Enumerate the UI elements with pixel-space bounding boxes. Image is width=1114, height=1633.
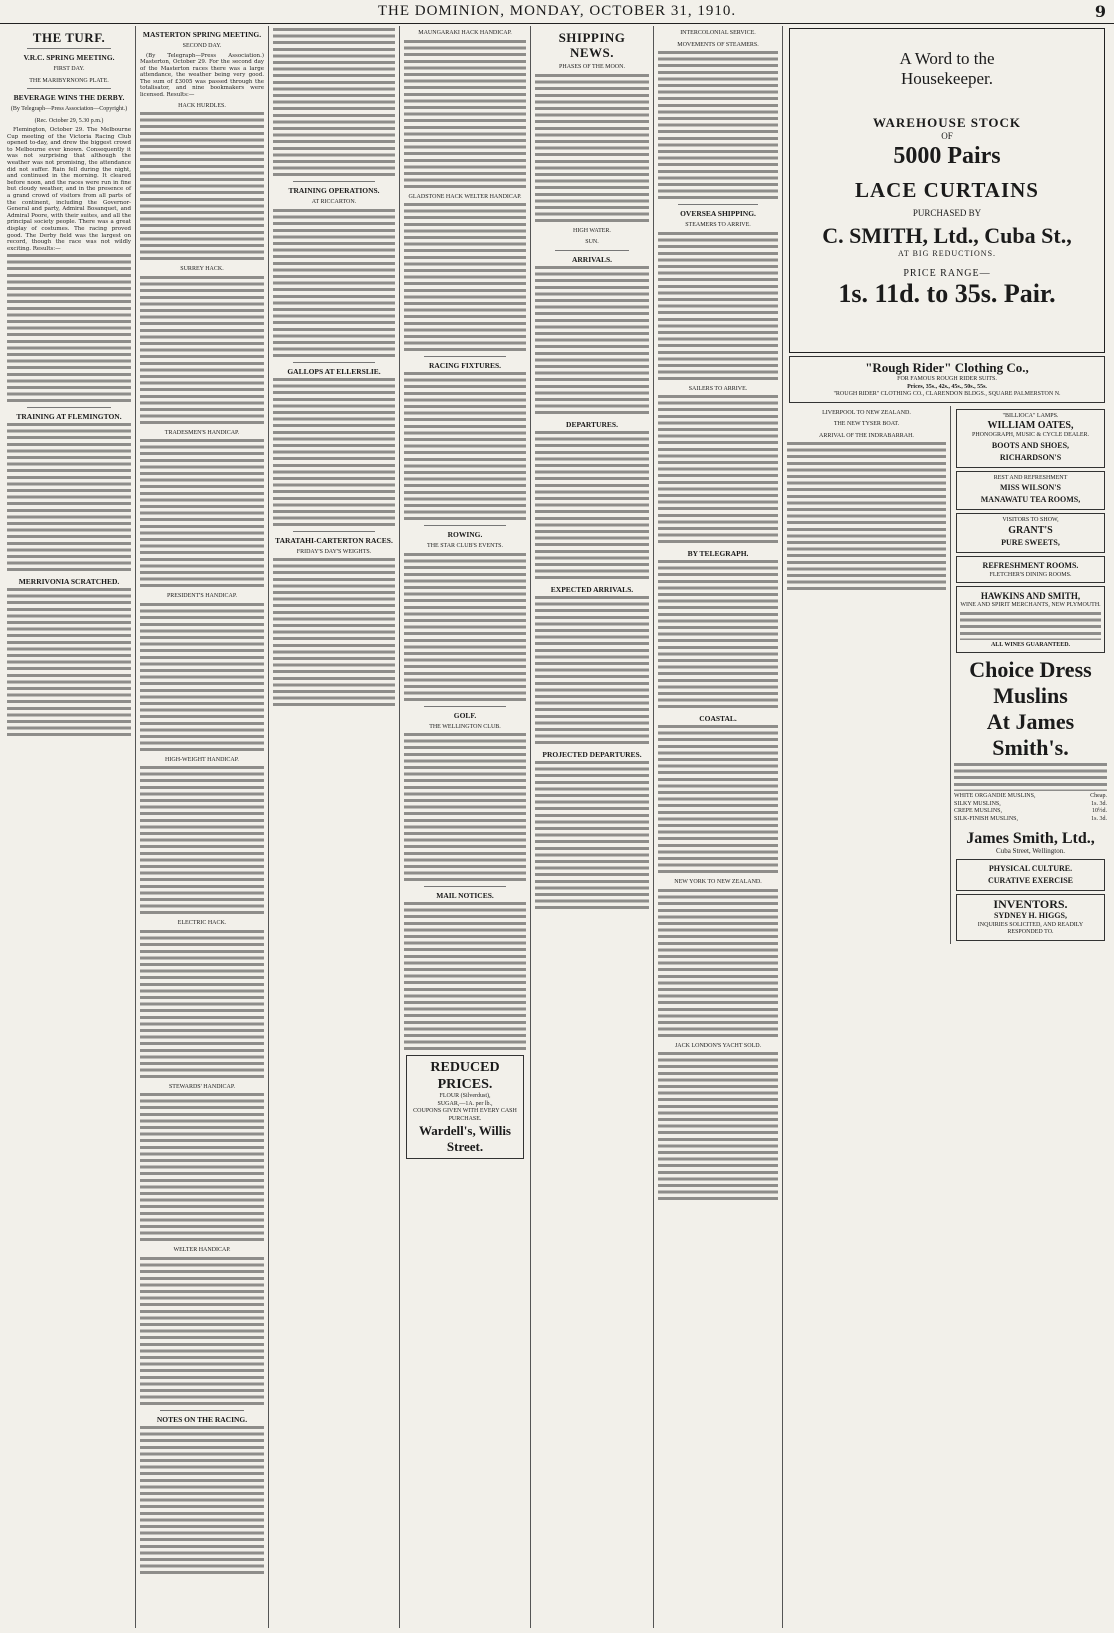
maungaraki-filler bbox=[404, 40, 526, 190]
star-club-heading: THE STAR CLUB'S EVENTS. bbox=[427, 543, 503, 549]
tyser-heading: THE NEW TYSER BOAT. bbox=[833, 421, 900, 427]
masterton-heading: MASTERTON SPRING MEETING. bbox=[142, 30, 262, 39]
merrivonia-heading: MERRIVONIA SCRATCHED. bbox=[18, 577, 120, 587]
column-turf bbox=[4, 26, 134, 1628]
column-shipping bbox=[532, 26, 652, 1628]
riccarton-heading: AT RICCARTON. bbox=[311, 199, 357, 205]
ad-line: WAREHOUSE STOCK bbox=[872, 115, 1022, 130]
race-filler bbox=[140, 1093, 264, 1243]
race-title: THE MARIBYRNONG PLATE. bbox=[29, 77, 109, 84]
column-intercolonial bbox=[655, 26, 781, 1628]
ad-line: "BILLIOCA" LAMPS. bbox=[1002, 412, 1059, 419]
column-advertisements bbox=[784, 26, 1110, 1628]
ad-line: LACE CURTAINS bbox=[855, 178, 1039, 202]
ad-line: CURATIVE EXERCISE bbox=[988, 875, 1073, 885]
race-welter: WELTER HANDICAP. bbox=[173, 1247, 231, 1254]
race-filler bbox=[140, 1257, 264, 1407]
muslin-item-price: 1s. 3d. bbox=[1091, 815, 1107, 822]
race-electric-hack: ELECTRIC HACK. bbox=[177, 920, 227, 927]
expected-arrivals-heading: EXPECTED ARRIVALS. bbox=[550, 584, 634, 594]
vrc-heading: V.R.C. SPRING MEETING. bbox=[23, 53, 115, 62]
movements-heading: MOVEMENTS OF STEAMERS. bbox=[677, 41, 759, 48]
ad-line: James Smith, Ltd., bbox=[966, 830, 1095, 847]
muslin-item-name: SILK-FINISH MUSLINS, bbox=[953, 815, 1018, 822]
steamers-arrive-heading: STEAMERS TO ARRIVE. bbox=[685, 222, 751, 228]
refreshment-ad bbox=[956, 471, 1105, 511]
small-ads-subcolumn bbox=[950, 406, 1107, 944]
departures-filler bbox=[535, 431, 649, 581]
muslin-filler bbox=[954, 763, 1107, 791]
muslin-item-name: CREPE MUSLINS, bbox=[953, 808, 1002, 814]
rowing-filler bbox=[404, 553, 526, 703]
ad-line: MANAWATU TEA ROOMS, bbox=[980, 495, 1081, 504]
page-columns bbox=[4, 26, 1110, 1628]
hawkins-filler bbox=[960, 612, 1101, 640]
wardells-footer: Wardell's, Willis Street. bbox=[419, 1123, 511, 1154]
projected-departures-heading: PROJECTED DEPARTURES. bbox=[542, 749, 642, 759]
newyork-filler bbox=[658, 889, 778, 1039]
turf-filler bbox=[7, 254, 131, 404]
race-filler bbox=[140, 276, 264, 426]
ad-line: At James Smith's. bbox=[986, 709, 1075, 760]
grants-ad bbox=[956, 513, 1105, 553]
lace-curtains-ad bbox=[789, 28, 1105, 353]
turf-body: Flemington, October 29. The Melbourne Cup meeting of the Victoria Racing Club opened to-day, and drew the biggest crowd to Melbourne ever known. Consequently it was not surprising that although the weather was not promising, the attendance did not suffer. Rain fell during the night, and continued in the morning. It cleared before noon, and the races were run in fine but cloudy weather, and in the presence of a grand crowd of visitors from all parts of the continent, including the Governor-General and party, Admiral Bosanquet, and Admiral Poore, with their suites, and all the principal society people. There was a great display of costumes. The racing proved good. The Derby field was the largest on record, though the race was not wildly exciting. Results:— bbox=[7, 127, 131, 252]
race-surrey-hack: SURREY HACK. bbox=[180, 266, 224, 273]
page-number: 9 bbox=[1094, 2, 1106, 21]
race-filler bbox=[140, 603, 264, 753]
new-york-heading: NEW YORK TO NEW ZEALAND. bbox=[674, 879, 762, 885]
arrivals-filler bbox=[535, 266, 649, 416]
intercolonial-heading: INTERCOLONIAL SERVICE. bbox=[680, 30, 756, 36]
billioca-ad bbox=[956, 409, 1105, 468]
ad-line: PURE SWEETS, bbox=[1001, 537, 1060, 547]
masthead bbox=[0, 0, 1114, 24]
muslin-item bbox=[954, 801, 1107, 809]
race-filler bbox=[140, 930, 264, 1080]
race-presidents: PRESIDENT'S HANDICAP. bbox=[166, 593, 238, 600]
liverpool-heading: LIVERPOOL TO NEW ZEALAND. bbox=[822, 409, 911, 416]
sun-heading: SUN. bbox=[585, 239, 599, 245]
ad-line: PURCHASED BY bbox=[912, 208, 982, 218]
ads-lower-area bbox=[787, 406, 1107, 944]
ad-line: VISITORS TO SHOW, bbox=[1002, 517, 1059, 523]
weights-heading: FRIDAY'S DAY'S WEIGHTS. bbox=[296, 548, 372, 555]
hawkins-smith-ad bbox=[956, 586, 1105, 653]
flemington-training-heading: TRAINING AT FLEMINGTON. bbox=[16, 412, 122, 422]
muslin-item bbox=[954, 793, 1107, 801]
gladstone-heading: GLADSTONE HACK WELTER HANDICAP. bbox=[408, 193, 522, 200]
ad-line: C. SMITH, Ltd., Cuba St., bbox=[822, 223, 1072, 248]
first-day-label: FIRST DAY. bbox=[53, 66, 85, 72]
race-tradesmens: TRADESMEN'S HANDICAP. bbox=[164, 429, 240, 436]
ad-line: Prices, 35s., 42s., 45s., 50s., 55s. bbox=[907, 383, 987, 390]
ad-line: PRICE RANGE— bbox=[903, 268, 991, 279]
ad-line: Choice Dress Muslins bbox=[969, 657, 1092, 708]
second-day-label: SECOND DAY. bbox=[182, 43, 222, 49]
ad-line: COUPONS GIVEN WITH EVERY CASH PURCHASE. bbox=[413, 1108, 517, 1122]
oversea-heading: OVERSEA SHIPPING. bbox=[680, 209, 756, 218]
taratahi-heading: TARATAHI-CARTERTON RACES. bbox=[275, 535, 393, 545]
ad-line: PHONOGRAPH, MUSIC & CYCLE DEALER. bbox=[971, 432, 1089, 438]
arrivals-heading: ARRIVALS. bbox=[571, 254, 613, 264]
sailers-arrive-heading: SAILERS TO ARRIVE. bbox=[688, 385, 748, 392]
masterton-body: (By Telegraph—Press Association.) Masterton, October 29. For the second day of the Masterton races there was a large attendance, the weather being very good. The sum of £3005 was passed through the totalisator, and nine bookmakers were licensed. Results:— bbox=[140, 52, 264, 99]
merrivonia-filler bbox=[7, 588, 131, 738]
ad-line: "ROUGH RIDER" CLOTHING CO., CLARENDON BLDGS., SQUARE PALMERSTON N. bbox=[833, 391, 1061, 397]
ad-line: 1s. 11d. to 35s. Pair. bbox=[838, 279, 1056, 308]
maungaraki-heading: MAUNGARAKI HACK HANDICAP. bbox=[418, 30, 512, 36]
rough-rider-ad bbox=[789, 356, 1105, 403]
ad-line: PHYSICAL CULTURE. bbox=[988, 863, 1073, 873]
ad-line: ALL WINES GUARANTEED. bbox=[990, 641, 1071, 648]
golf-filler bbox=[404, 733, 526, 883]
ad-line: MISS WILSON'S bbox=[999, 483, 1061, 492]
coastal-filler bbox=[658, 725, 778, 875]
news-filler bbox=[787, 442, 946, 592]
inventors-ad bbox=[956, 894, 1105, 941]
ellerslie-filler bbox=[273, 378, 395, 528]
flemington-filler bbox=[7, 423, 131, 573]
race-filler bbox=[140, 766, 264, 916]
ad-line: REFRESHMENT ROOMS. bbox=[982, 560, 1079, 570]
coastal-heading: COASTAL. bbox=[699, 714, 737, 723]
wardells-ad bbox=[406, 1055, 524, 1159]
weights-filler bbox=[273, 558, 395, 708]
steamers-filler bbox=[658, 232, 778, 382]
muslin-item-name: WHITE ORGANDIE MUSLINS, bbox=[953, 793, 1036, 799]
ad-line: 5000 Pairs bbox=[893, 143, 1001, 169]
notes-racing-heading: NOTES ON THE RACING. bbox=[156, 1414, 248, 1424]
muslin-item-price: 10½d. bbox=[1092, 808, 1107, 814]
ad-line: RICHARDSON'S bbox=[999, 452, 1062, 462]
ad-line: SUGAR,—1A. per lb., bbox=[437, 1100, 493, 1107]
ad-line: OF bbox=[941, 131, 953, 141]
news-subcolumn bbox=[787, 406, 946, 944]
ad-line: HAWKINS AND SMITH, bbox=[980, 591, 1081, 601]
moon-filler bbox=[535, 74, 649, 224]
high-water-heading: HIGH WATER. bbox=[573, 227, 611, 234]
shipping-heading: SHIPPING NEWS. bbox=[558, 30, 626, 60]
telegraph-filler bbox=[658, 560, 778, 710]
ad-line: BOOTS AND SHOES, bbox=[991, 440, 1070, 450]
fixtures-heading: RACING FIXTURES. bbox=[428, 361, 502, 370]
column-masterton bbox=[137, 26, 267, 1628]
notes-filler bbox=[140, 1426, 264, 1576]
projected-filler bbox=[535, 761, 649, 911]
muslin-item-price: Cheap. bbox=[1090, 793, 1107, 799]
column-training bbox=[270, 26, 398, 1628]
ad-line: SYDNEY H. HIGGS, bbox=[993, 910, 1068, 920]
ad-line: "Rough Rider" Clothing Co., bbox=[865, 360, 1029, 375]
ad-line: Housekeeper. bbox=[900, 69, 994, 88]
dateline: (Rec. October 29, 5.30 p.m.) bbox=[34, 117, 104, 124]
ad-line: INVENTORS. bbox=[993, 896, 1068, 911]
ad-line: A Word to the bbox=[899, 49, 995, 68]
ad-line: INQUIRIES SOLICITED, AND READILY RESPONDED TO. bbox=[977, 921, 1084, 936]
race-high-weight: HIGH-WEIGHT HANDICAP. bbox=[165, 756, 239, 763]
fletchers-ad bbox=[956, 556, 1105, 584]
ad-line: GRANT'S bbox=[1008, 524, 1053, 536]
ad-line: Cuba Street, Wellington. bbox=[996, 847, 1065, 855]
top-filler bbox=[273, 28, 395, 178]
sailers-filler bbox=[658, 395, 778, 545]
jack-london-heading: JACK LONDON'S YACHT SOLD. bbox=[674, 1042, 762, 1049]
muslin-item-price: 1s. 3d. bbox=[1091, 800, 1107, 807]
reduced-prices-title: REDUCED PRICES. bbox=[430, 1060, 500, 1092]
race-stewards: STEWARDS' HANDICAP. bbox=[168, 1083, 236, 1090]
muslin-item bbox=[954, 808, 1107, 816]
muslin-price-list bbox=[954, 793, 1107, 823]
column-sport bbox=[401, 26, 529, 1628]
indrabarrah-heading: ARRIVAL OF THE INDRABARRAH. bbox=[819, 432, 914, 439]
training-heading: TRAINING OPERATIONS. bbox=[288, 186, 380, 195]
turf-heading: THE TURF. bbox=[32, 30, 106, 45]
muslin-item bbox=[954, 816, 1107, 824]
newspaper-title: THE DOMINION, MONDAY, OCTOBER 31, 1910. bbox=[377, 3, 737, 19]
moon-phases-heading: PHASES OF THE MOON. bbox=[559, 64, 625, 70]
riccarton-filler bbox=[273, 209, 395, 359]
wellington-club-heading: THE WELLINGTON CLUB. bbox=[429, 723, 501, 730]
derby-headline: BEVERAGE WINS THE DERBY. bbox=[13, 93, 125, 102]
rowing-heading: ROWING. bbox=[447, 530, 483, 539]
by-telegraph-heading: BY TELEGRAPH. bbox=[687, 549, 749, 558]
gladstone-filler bbox=[404, 203, 526, 353]
movements-filler bbox=[658, 51, 778, 201]
mail-notices-heading: MAIL NOTICES. bbox=[436, 891, 494, 900]
ad-line: FOR FAMOUS ROUGH RIDER SUITS. bbox=[897, 376, 997, 382]
departures-heading: DEPARTURES. bbox=[566, 419, 618, 429]
physical-culture-ad bbox=[956, 859, 1105, 891]
fixtures-filler bbox=[404, 372, 526, 522]
ad-line: WILLIAM OATES, bbox=[987, 420, 1074, 431]
golf-heading: GOLF. bbox=[453, 710, 477, 720]
race-hack-hurdles: HACK HURDLES. bbox=[178, 102, 226, 109]
credit-line: (By Telegraph—Press Association—Copyright.) bbox=[10, 106, 128, 112]
mail-filler bbox=[404, 902, 526, 1052]
ad-line: AT BIG REDUCTIONS. bbox=[897, 249, 997, 258]
ad-line: WINE AND SPIRIT MERCHANTS, NEW PLYMOUTH. bbox=[960, 602, 1101, 608]
ad-line: FLETCHER'S DINING ROOMS. bbox=[989, 571, 1072, 578]
race-filler bbox=[140, 439, 264, 589]
jacklondon-filler bbox=[658, 1052, 778, 1202]
james-smith-ad bbox=[954, 657, 1107, 855]
ad-line: REST AND REFRESHMENT bbox=[993, 474, 1068, 481]
race-filler bbox=[140, 112, 264, 262]
ellerslie-heading: GALLOPS AT ELLERSLIE. bbox=[287, 366, 381, 376]
muslin-item-name: SILKY MUSLINS, bbox=[953, 800, 1001, 807]
expected-filler bbox=[535, 596, 649, 746]
ad-line: FLOUR (Silverdust), bbox=[439, 1093, 491, 1099]
